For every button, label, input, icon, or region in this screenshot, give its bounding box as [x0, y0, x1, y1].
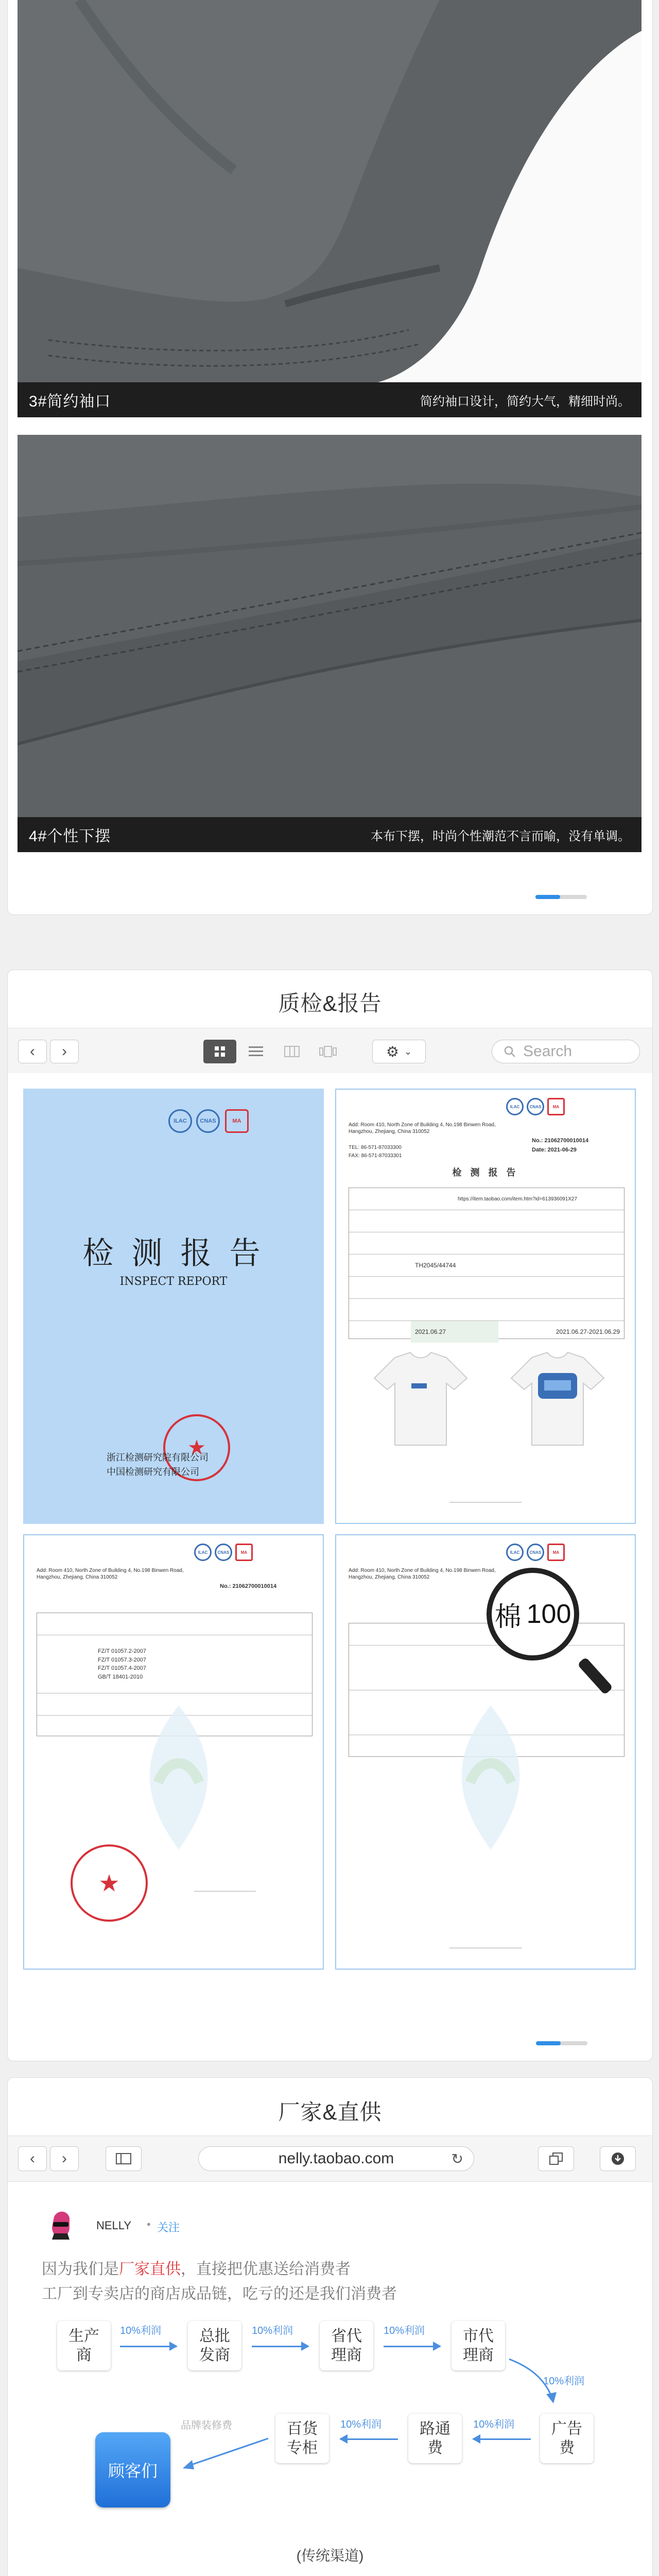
flow-customer: 顾客们	[95, 2432, 170, 2507]
flow-arrow-right	[252, 2346, 308, 2347]
report-test-period: 2021.06.27-2021.06.29	[556, 1328, 620, 1335]
action-menu-button[interactable]	[372, 1040, 426, 1063]
flow-road: 路通费	[408, 2414, 462, 2463]
carousel-indicator[interactable]	[536, 2040, 587, 2047]
flow-arrow-right	[120, 2346, 177, 2347]
flow-arrow-left	[473, 2438, 531, 2440]
table-row	[349, 1255, 624, 1277]
watermark-image	[434, 1700, 547, 1855]
report-info-table	[349, 1188, 625, 1339]
flow-ad: 广告费	[540, 2414, 594, 2463]
report-grid	[8, 1073, 652, 1980]
report-issue-date: Date: 2021-06-29	[532, 1147, 577, 1153]
intro-line-2: 工厂到专卖店的商店成品链，吃亏的还是我们消费者	[42, 2285, 397, 2302]
flow-provincial: 省代理商	[320, 2321, 373, 2370]
signature-line	[449, 1947, 522, 1948]
chevron-right-icon: ›	[62, 1043, 67, 1060]
intro-highlight: 厂家直供	[119, 2261, 181, 2278]
table-row	[37, 1613, 312, 1635]
logo-icon: MA	[235, 1544, 253, 1561]
cover-title: 检 测 报 告	[82, 1235, 265, 1272]
photo-hem	[18, 435, 641, 852]
chevron-left-icon: ‹	[30, 1043, 35, 1060]
standard-item: GB/T 18401-2010	[98, 1673, 143, 1680]
gear-icon: ⚙	[386, 1043, 399, 1060]
address-bar[interactable]	[198, 2146, 474, 2171]
standard-item: FZ/T 01057.3-2007	[98, 1656, 146, 1663]
sidebar-button[interactable]	[106, 2146, 142, 2171]
logo-icon: MA	[547, 1544, 565, 1561]
search-placeholder: Search	[523, 1043, 573, 1060]
caption-desc: 本布下摆，时尚个性潮范不言而喻，没有单调。	[371, 829, 630, 843]
coverflow-icon	[319, 1046, 337, 1057]
report-url: https://item.taobao.com/item.htm?id=613936091X27	[457, 1196, 578, 1202]
carousel-track	[535, 895, 587, 899]
carousel-thumb	[536, 2041, 561, 2045]
report-receive-date: 2021.06.27	[411, 1321, 498, 1343]
logo-icon: MA	[225, 1109, 249, 1133]
sleeve-fabric-image	[18, 0, 641, 417]
download-icon	[611, 2151, 625, 2166]
report-standards-page[interactable]	[23, 1534, 324, 1970]
reload-icon[interactable]: ↻	[451, 2150, 463, 2167]
address-url: nelly.taobao.com	[278, 2150, 394, 2167]
signature-line	[194, 1891, 256, 1892]
report-number: No.: 21062700010014	[532, 1138, 589, 1144]
table-row	[349, 1210, 624, 1232]
intro-line-1	[42, 2256, 351, 2279]
intro-text: ，直接把优惠送给消费者	[181, 2261, 351, 2278]
cover-company-2: 中国检测研究有限公司	[107, 1467, 199, 1477]
report-composition-page[interactable]	[335, 1534, 636, 1970]
forward-button[interactable]	[50, 2146, 79, 2171]
table-row	[349, 1277, 624, 1299]
column-view-button[interactable]	[275, 1040, 308, 1063]
coverflow-view-button[interactable]	[311, 1040, 344, 1063]
tabs-icon	[549, 2153, 563, 2165]
report-detail-page[interactable]	[335, 1089, 636, 1524]
carousel-track	[536, 2041, 587, 2045]
grid-icon	[214, 1045, 226, 1058]
flow-arrow-left	[340, 2438, 398, 2440]
table-row	[349, 1623, 624, 1646]
hem-fabric-image	[18, 435, 641, 852]
red-stamp: ★	[163, 1414, 230, 1481]
intro-text: 因为我们是	[42, 2261, 119, 2278]
report-cover[interactable]	[23, 1089, 324, 1524]
shop-name: NELLY	[96, 2219, 132, 2232]
flow-caption: (传统渠道)	[296, 2548, 364, 2564]
report-address: Add: Room 410, North Zone of Building 4, No.198 Binwen Road, Hangzhou, Zhejiang, China 310052	[349, 1122, 496, 1134]
flow-arrow-curve	[507, 2356, 569, 2408]
forward-button[interactable]	[50, 1040, 79, 1063]
columns-icon	[284, 1046, 300, 1057]
signature-line	[449, 1502, 522, 1503]
flow-profit-label: 10%利润	[384, 2325, 425, 2336]
quality-report-section	[0, 970, 659, 2060]
cover-subtitle: INSPECT REPORT	[119, 1275, 228, 1288]
section-title: 厂家&直供	[278, 2100, 382, 2124]
caption-title: 4#个性下摆	[29, 828, 111, 845]
sidebar-icon	[116, 2153, 131, 2164]
table-row	[37, 1635, 312, 1693]
standard-item: FZ/T 01057.2-2007	[98, 1648, 146, 1654]
browser-toolbar	[8, 2136, 652, 2182]
product-photo-section	[0, 0, 659, 914]
report-number: No.: 21062700010014	[220, 1583, 277, 1589]
avatar[interactable]	[43, 2207, 79, 2243]
table-row	[349, 1232, 624, 1255]
magnifier-value: 100	[526, 1599, 571, 1629]
list-icon	[249, 1046, 263, 1057]
caption-desc: 简约袖口设计，简约大气，精细时尚。	[420, 394, 630, 409]
flow-producer: 生产商	[57, 2321, 111, 2370]
report-address: Add: Room 410, North Zone of Building 4, No.198 Binwen Road, Hangzhou, Zhejiang, China 310052	[349, 1568, 496, 1580]
logo-icon: ILAC	[506, 1544, 524, 1561]
caption-title: 3#简约袖口	[29, 393, 111, 410]
carousel-indicator[interactable]	[535, 893, 587, 901]
chevron-right-icon: ›	[62, 2150, 67, 2167]
report-address: Add: Room 410, North Zone of Building 4, No.198 Binwen Road, Hangzhou, Zhejiang, China 310052	[37, 1568, 184, 1580]
report-table-heading: 检 测 报 告	[452, 1167, 519, 1178]
download-button[interactable]	[600, 2146, 636, 2171]
flow-wholesaler: 总批发商	[188, 2321, 241, 2370]
back-button[interactable]	[18, 1040, 47, 1063]
flow-arrow-diagonal	[178, 2433, 270, 2475]
report-sample-no: TH2045/44744	[415, 1262, 456, 1269]
flow-profit-label: 10%利润	[120, 2325, 162, 2336]
browser-toolbar	[8, 1028, 652, 1074]
logo-icon: CNAS	[527, 1098, 544, 1115]
tshirt-front-image	[364, 1347, 477, 1450]
factory-direct-section	[0, 2077, 659, 2576]
logo-icon: ILAC	[506, 1098, 524, 1115]
dot-separator: •	[147, 2218, 151, 2231]
chevron-down-icon: ⌄	[404, 1046, 412, 1057]
tabs-button[interactable]	[538, 2146, 574, 2171]
factory-direct-card	[7, 2077, 653, 2576]
logo-icon: CNAS	[215, 1544, 232, 1561]
search-icon	[504, 1045, 516, 1058]
section-title: 质检&报告	[278, 991, 382, 1015]
flow-dept: 百货专柜	[275, 2414, 329, 2463]
list-view-button[interactable]	[239, 1040, 272, 1063]
report-fax: FAX: 86-571-87033301	[349, 1153, 402, 1159]
search-input[interactable]	[492, 1040, 640, 1063]
tshirt-back-image	[501, 1347, 614, 1450]
caption-bar	[18, 382, 641, 417]
grid-view-button[interactable]	[203, 1040, 236, 1063]
logo-icon: ILAC	[194, 1544, 212, 1561]
standard-item: FZ/T 01057.4-2007	[98, 1665, 146, 1671]
table-row	[349, 1321, 624, 1343]
flow-brand-fee: 品牌装修费	[181, 2420, 232, 2431]
chevron-left-icon: ‹	[30, 2150, 35, 2167]
flow-city: 市代理商	[452, 2321, 505, 2370]
caption-bar	[18, 817, 641, 852]
photo-sleeve	[18, 0, 641, 417]
logo-icon: MA	[547, 1098, 565, 1115]
logo-icon: CNAS	[527, 1544, 544, 1561]
quality-report-card	[7, 970, 653, 2061]
red-stamp: ★	[71, 1844, 148, 1922]
magnifier-text: 棉	[494, 1601, 522, 1633]
logo-icon: ILAC	[168, 1109, 192, 1133]
flow-profit-label: 10%利润	[473, 2419, 515, 2430]
flow-arrow-right	[384, 2346, 440, 2347]
table-row	[349, 1299, 624, 1321]
back-button[interactable]	[18, 2146, 47, 2171]
report-tel: TEL: 86-571-87033300	[349, 1145, 402, 1150]
flow-profit-label: 10%利润	[543, 2376, 585, 2387]
logo-icon: CNAS	[196, 1109, 220, 1133]
cover-company: 浙江检测研究院有限公司	[107, 1452, 209, 1463]
flow-profit-label: 10%利润	[340, 2419, 382, 2430]
magnifier-lens	[487, 1568, 579, 1660]
flow-profit-label: 10%利润	[252, 2325, 293, 2336]
carousel-thumb	[535, 895, 560, 899]
table-row	[349, 1188, 624, 1210]
watermark-image	[122, 1700, 235, 1855]
follow-link[interactable]: 关注	[157, 2221, 180, 2234]
